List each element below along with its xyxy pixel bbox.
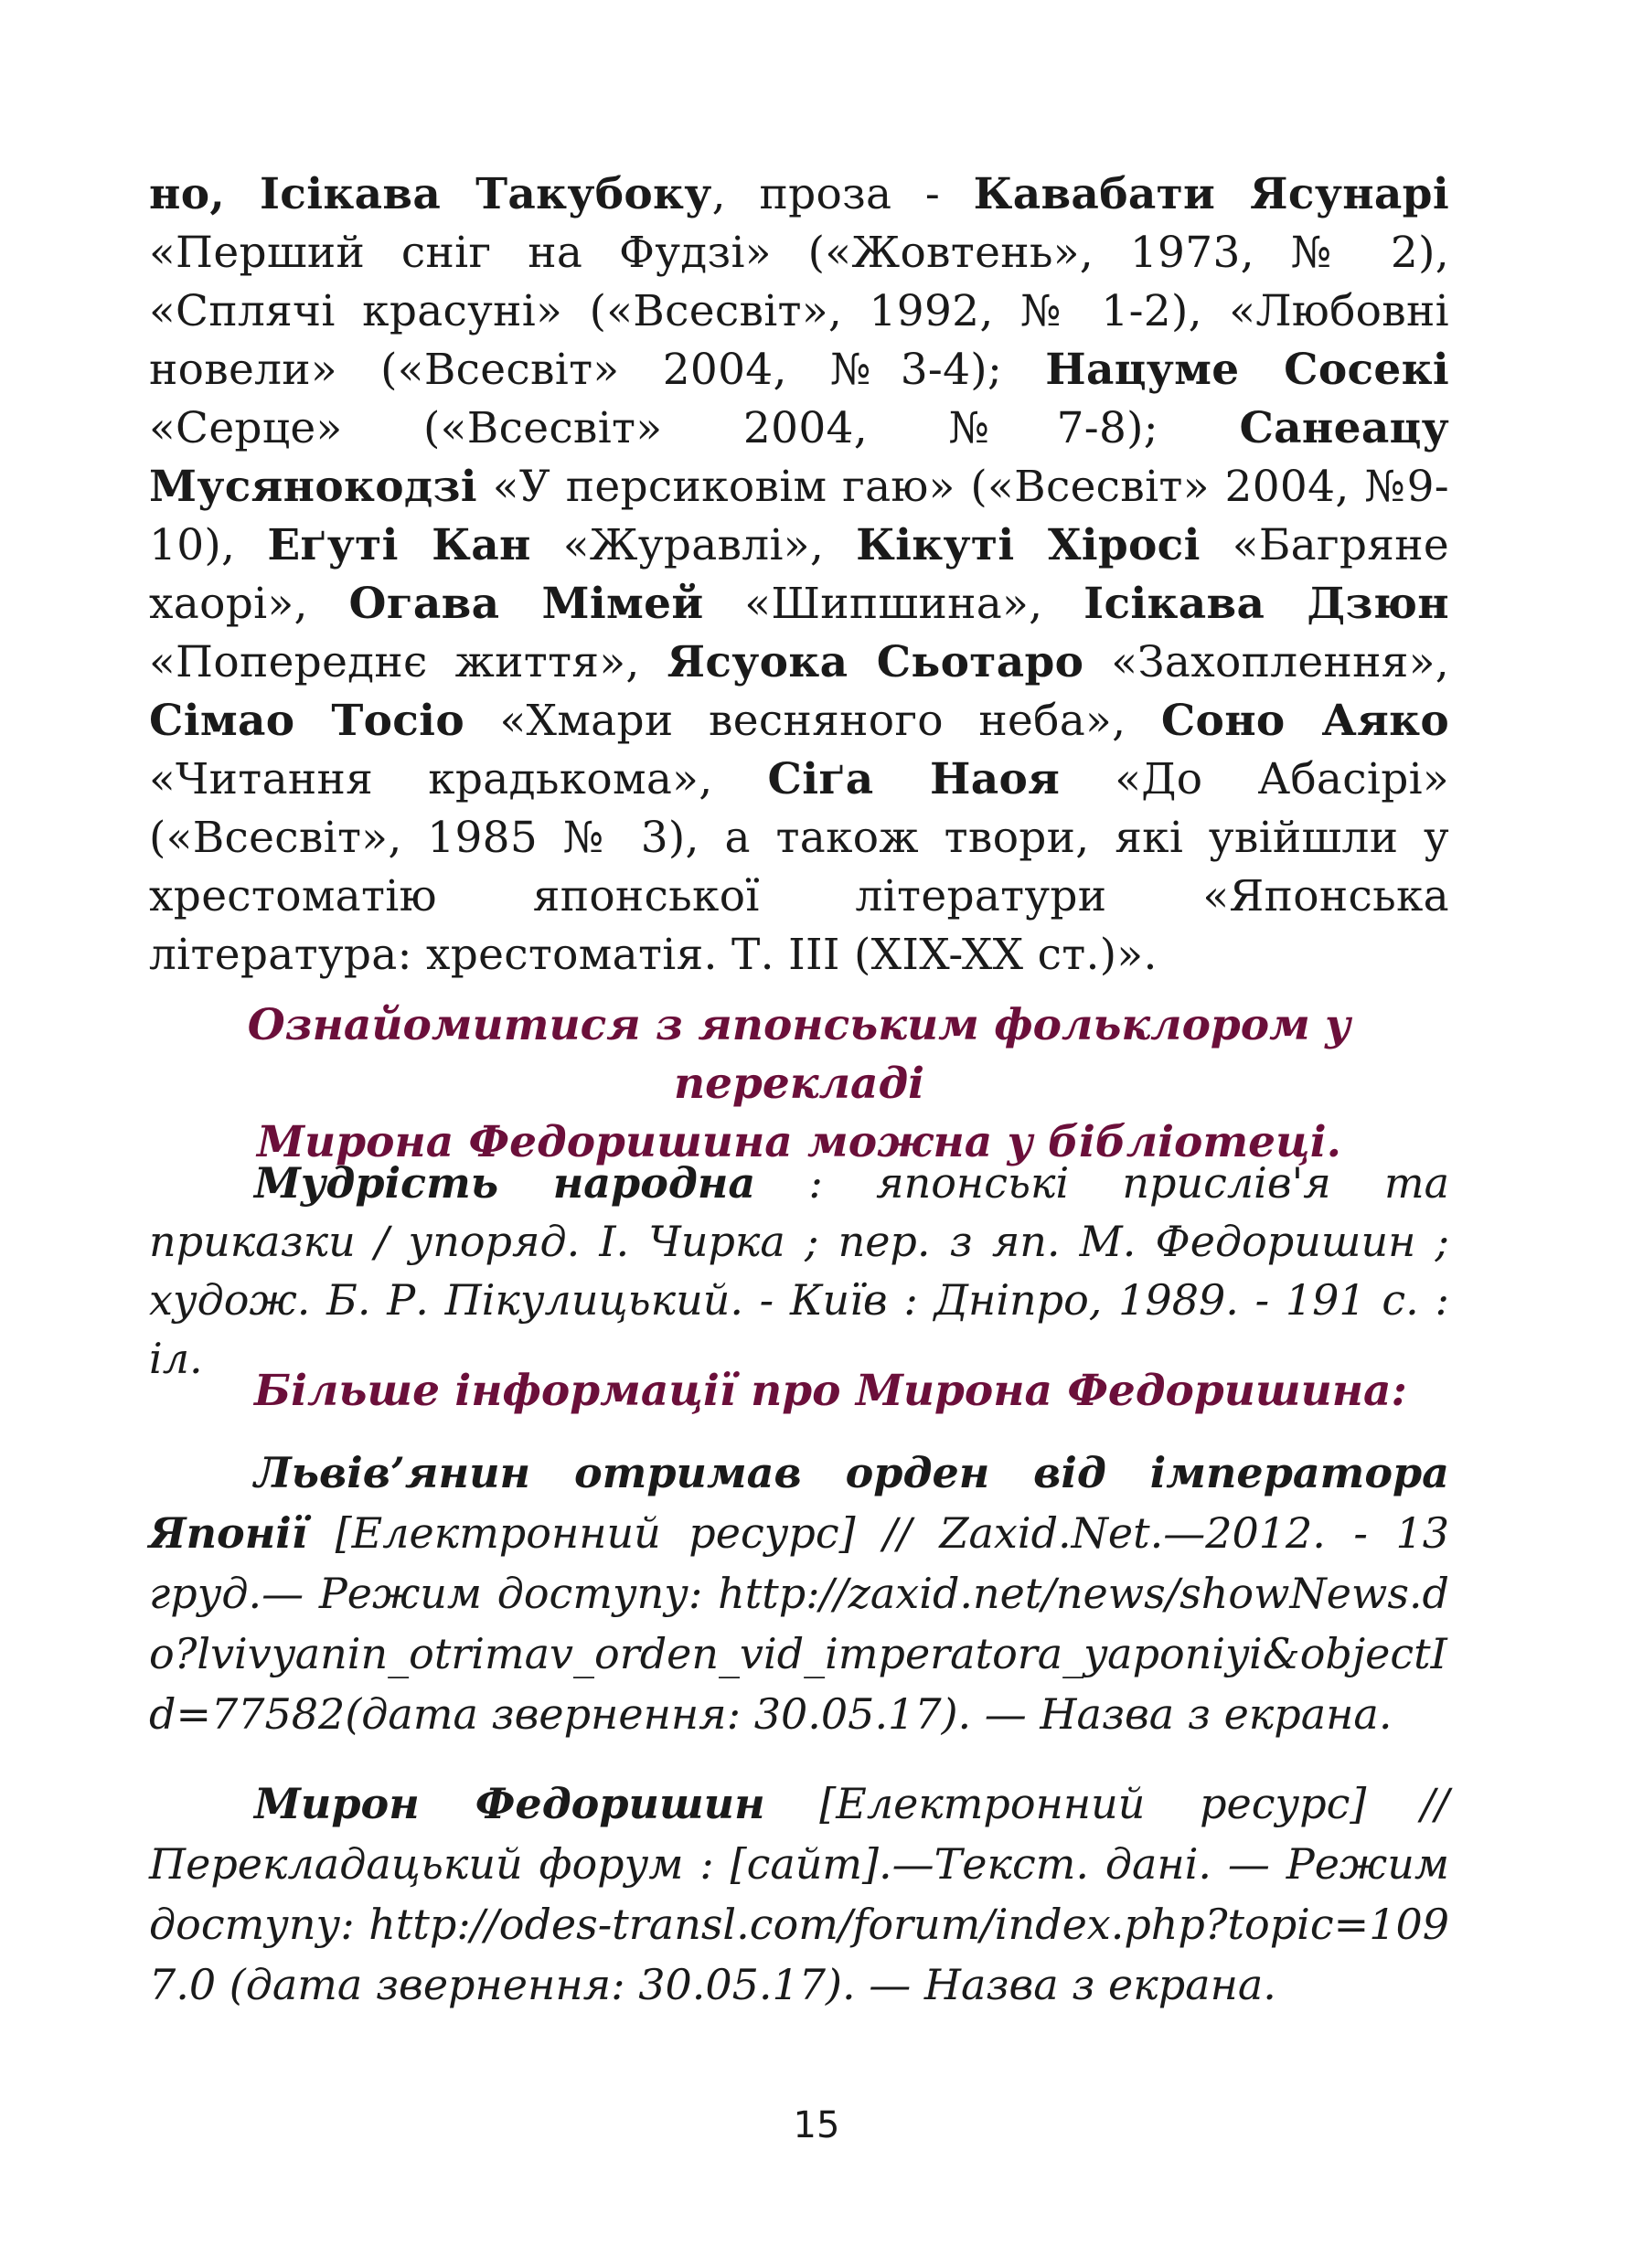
heading-line: Ознайомитися з японським фольклором у перекладі xyxy=(247,1000,1351,1109)
paragraph-text: , проза - xyxy=(711,169,974,219)
paragraph-text: «Захоплення», xyxy=(1083,637,1449,687)
author-name: Еґуті Кан xyxy=(267,520,531,570)
heading-line: Мирона Федоришина можна у бібліотеці. xyxy=(257,1117,1341,1167)
paragraph-text: «Хмари весняного неба», xyxy=(464,696,1161,746)
main-paragraph xyxy=(149,165,1449,985)
paragraph-text: «У персиковім гаю» («Всесвіт» 2004, №9-10), xyxy=(149,462,1449,570)
page-number: 15 xyxy=(793,2104,840,2146)
entry-title: Мудрість народна xyxy=(254,1158,756,1208)
paragraph-text: «Шипшина», xyxy=(703,579,1084,629)
paragraph-text: «Попереднє життя», xyxy=(149,637,667,687)
author-name: Кавабати Ясунарі xyxy=(973,169,1449,219)
bibliography-entry xyxy=(149,1443,1449,1744)
author-name: Кікуті Хіросі xyxy=(856,520,1201,570)
author-name: Санеацу Мусянокодзі xyxy=(149,403,1449,512)
author-name: Нацуме Сосекі xyxy=(1045,345,1450,395)
entry-access-date: (дата звернення: 30.05.17). — Назва з екрана. xyxy=(345,1689,1393,1739)
entry-title: Львів’янин отримав орден від імператора Японії xyxy=(149,1448,1449,1558)
entry-title: Мирон Федоришин xyxy=(254,1779,765,1828)
paragraph-text: «Читання крадькома», xyxy=(149,754,768,804)
author-name: Ісікава Дзюн xyxy=(1083,579,1449,629)
bibliography-entry xyxy=(149,1154,1449,1388)
entry-details: [Електронний ресурс] // Перекладацький форум : [сайт].—Текст. дані. — Режим доступу: xyxy=(149,1779,1449,1949)
bibliography-entry xyxy=(149,1773,1449,2015)
author-name: но, Ісікава Такубоку xyxy=(149,169,712,219)
author-name: Огава Мімей xyxy=(348,579,704,629)
section-heading-folklore xyxy=(149,996,1449,1172)
paragraph-text: «Серце» («Всесвіт» 2004, №7-8); xyxy=(149,403,1240,453)
entry-details: : японські прислів'я та приказки / упоряд. І. Чирка ; пер. з яп. М. Федоришин ; худож. Б. Р. Пікулицький. - Київ : Дніпро, 1989. - 191 с. : іл. xyxy=(149,1158,1449,1383)
section-heading-more-info: Більше інформації про Мирона Федоришина: xyxy=(254,1366,1407,1416)
paragraph-text: «Перший сніг на Фудзі» («Жовтень», 1973, № 2), «Сплячі красуні» («Всесвіт», 1992, № 1-2), «Любовні новели» («Всесвіт» 2004, №3-4); xyxy=(149,228,1449,395)
paragraph-text: «До Абасірі» («Всесвіт», 1985 № 3), а також твори, які увійшли у хрестоматію японської літератури «Японська література: хрестоматія. Т. ІІІ (XIX-XX ст.)». xyxy=(149,754,1449,980)
paragraph-text: «Багряне хаорі», xyxy=(149,520,1449,629)
entry-details: [Електронний ресурс] // Zaxid.Net.—2012. - 13 груд.— Режим доступу: xyxy=(149,1508,1449,1618)
author-name: Соно Аяко xyxy=(1160,696,1449,746)
author-name: Сімао Тосіо xyxy=(149,696,464,746)
author-name: Сіґа Наоя xyxy=(767,754,1061,804)
entry-url[interactable]: http://zaxid.net/news/showNews.do?lvivyanin_otrimav_orden_vid_imperatora_yaponiyi&objectId=77582 xyxy=(149,1569,1449,1739)
entry-access-date: (дата звернення: 30.05.17). — Назва з екрана. xyxy=(216,1960,1276,2009)
author-name: Ясуока Сьотаро xyxy=(667,637,1084,687)
entry-url[interactable]: http://odes-transl.com/forum/index.php?topic=1097.0 xyxy=(149,1900,1449,2009)
paragraph-text: «Журавлі», xyxy=(530,520,857,570)
